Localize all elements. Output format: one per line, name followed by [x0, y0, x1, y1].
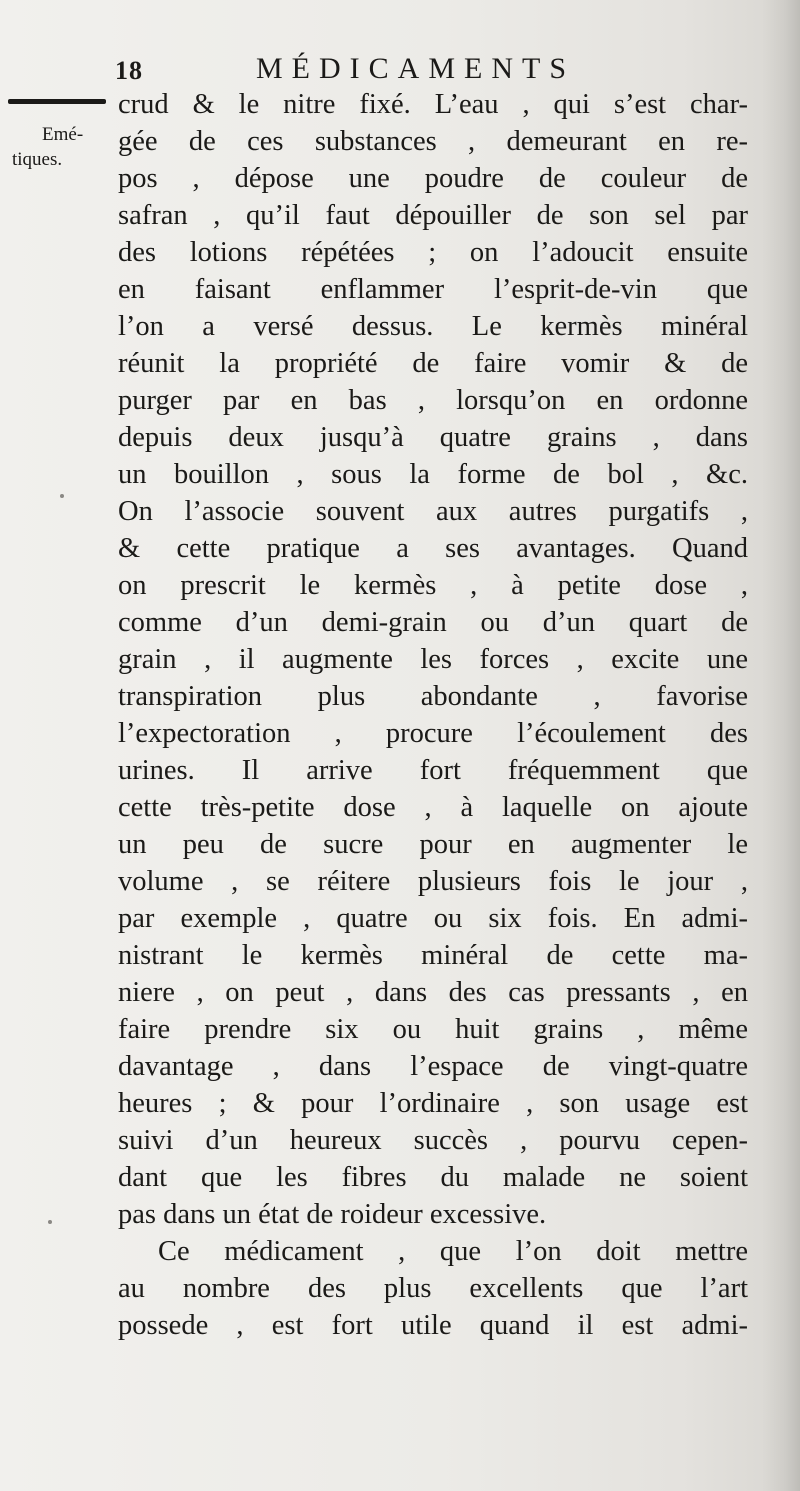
- text-line: suivi d’un heureux succès , pourvu cepen-: [118, 1125, 748, 1156]
- text-line: On l’associe souvent aux autres purgatifs ,: [118, 496, 748, 527]
- text-line: par exemple , quatre ou six fois. En admi-: [118, 903, 748, 934]
- text-line: au nombre des plus excellents que l’art: [118, 1273, 748, 1304]
- text-line: possede , est fort utile quand il est admi-: [118, 1310, 748, 1341]
- body-text: [118, 86, 748, 1344]
- running-title: MÉDICAMENTS: [256, 52, 576, 85]
- paper-speck: [60, 494, 64, 498]
- text-line: dant que les fibres du malade ne soient: [118, 1162, 748, 1193]
- paper-speck: [48, 1220, 52, 1224]
- text-line: heures ; & pour l’ordinaire , son usage est: [118, 1088, 748, 1119]
- text-line: volume , se réitere plusieurs fois le jour ,: [118, 866, 748, 897]
- text-line: crud & le nitre fixé. L’eau , qui s’est char-: [118, 89, 748, 120]
- text-line: transpiration plus abondante , favorise: [118, 681, 748, 712]
- text-line: Ce médicament , que l’on doit mettre: [158, 1236, 748, 1267]
- text-line: faire prendre six ou huit grains , même: [118, 1014, 748, 1045]
- text-line: cette très-petite dose , à laquelle on ajoute: [118, 792, 748, 823]
- text-line: purger par en bas , lorsqu’on en ordonne: [118, 385, 748, 416]
- text-line: niere , on peut , dans des cas pressants , en: [118, 977, 748, 1008]
- text-line: depuis deux jusqu’à quatre grains , dans: [118, 422, 748, 453]
- page-number: 18: [115, 56, 143, 85]
- page-edge-shadow: [762, 0, 800, 1491]
- text-line: gée de ces substances , demeurant en re-: [118, 126, 748, 157]
- text-line: nistrant le kermès minéral de cette ma-: [118, 940, 748, 971]
- text-line: l’expectoration , procure l’écoulement des: [118, 718, 748, 749]
- text-line: pas dans un état de roideur excessive.: [118, 1199, 547, 1230]
- text-line: davantage , dans l’espace de vingt-quatre: [118, 1051, 748, 1082]
- text-line: & cette pratique a ses avantages. Quand: [118, 533, 748, 564]
- text-line: l’on a versé dessus. Le kermès minéral: [118, 311, 748, 342]
- text-line: un peu de sucre pour en augmenter le: [118, 829, 748, 860]
- margin-rule: [8, 99, 106, 104]
- text-line: pos , dépose une poudre de couleur de: [118, 163, 748, 194]
- text-line: grain , il augmente les forces , excite une: [118, 644, 748, 675]
- text-line: des lotions répétées ; on l’adoucit ensuite: [118, 237, 748, 268]
- text-line: urines. Il arrive fort fréquemment que: [118, 755, 748, 786]
- text-line: un bouillon , sous la forme de bol , &c.: [118, 459, 748, 490]
- text-line: comme d’un demi-grain ou d’un quart de: [118, 607, 748, 638]
- text-line: réunit la propriété de faire vomir & de: [118, 348, 748, 379]
- text-line: safran , qu’il faut dépouiller de son sel par: [118, 200, 748, 231]
- text-line: en faisant enflammer l’esprit-de-vin que: [118, 274, 748, 305]
- text-line: on prescrit le kermès , à petite dose ,: [118, 570, 748, 601]
- margin-note-line: Emé-: [42, 124, 84, 145]
- margin-note: [12, 122, 112, 172]
- margin-note-line: tiques.: [12, 149, 63, 170]
